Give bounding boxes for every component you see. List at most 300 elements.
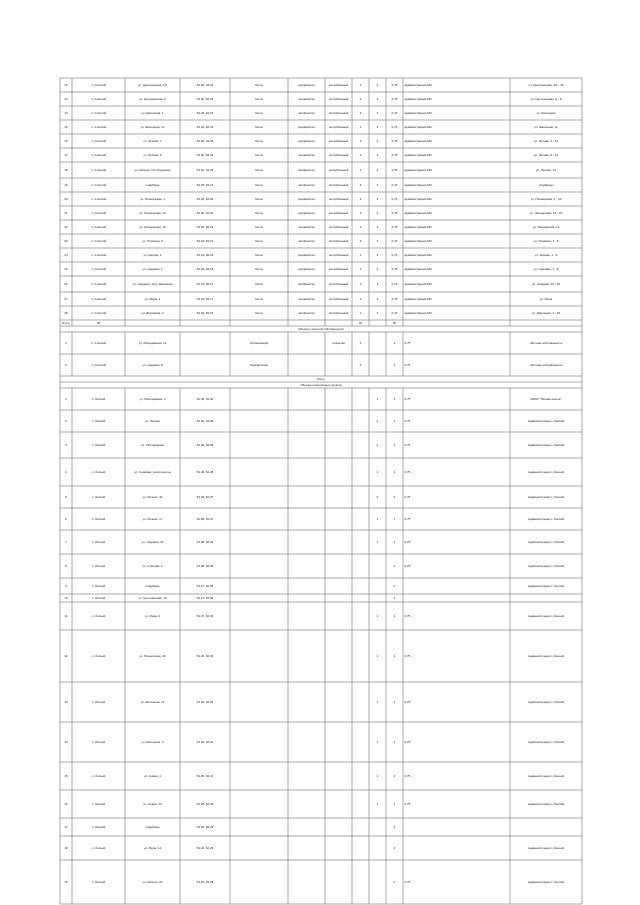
table-cell: администрация МО (404, 182, 432, 187)
table-cell: бетон (255, 210, 263, 215)
table-cell: 54.28, 62.35 (196, 563, 214, 568)
table-cell: 0,75 (404, 653, 411, 658)
table-cell: бетон (255, 110, 263, 115)
table-cell: п. Степной (90, 224, 107, 229)
table-cell: 2 (359, 238, 362, 243)
table-cell: 0,75 (391, 110, 398, 115)
table-cell: п. Степной (90, 281, 107, 286)
table-cell: 24 (64, 252, 68, 257)
table-cell: администрация МО (404, 167, 432, 172)
table-cell: 3 (376, 224, 379, 229)
table-cell: ул. Кирова, 1 - 6 (534, 252, 558, 257)
table-cell: 1 (376, 773, 379, 778)
table-cell: кладбище (538, 182, 554, 187)
table-cell: ул. Пионерская, 20 (139, 653, 166, 658)
table-cell: профнастил (297, 210, 316, 215)
table-cell: п. Степной (90, 96, 107, 101)
table-cell: профнастил (297, 96, 316, 101)
table-cell: ул. Центральная, 5 (139, 96, 166, 101)
table-cell: 2 (393, 494, 396, 499)
table-cell: профнастил (297, 82, 316, 87)
table-cell: ул. Молодёжная (141, 442, 164, 447)
table-cell: ул. Лесная, 6 (143, 152, 162, 157)
table-cell: п. Степной (90, 110, 107, 115)
table-cell: 0,75 (391, 238, 398, 243)
table-cell: 0,75 (391, 138, 398, 143)
table-cell: п. Лесной (91, 699, 106, 704)
table-cell: 2 (359, 281, 362, 286)
table-cell: 54.26, 62.23 (196, 124, 214, 129)
table-cell: профнастил (297, 152, 316, 157)
table-cell: 1 (359, 296, 362, 301)
table-cell: 54.24, 62.19 (196, 238, 214, 243)
table-cell: администрация МО (404, 110, 432, 115)
table-cell: 28 (96, 320, 101, 325)
table-cell: 1 (65, 340, 67, 345)
table-cell: 11 (64, 613, 68, 618)
table-cell: профнастил (297, 266, 316, 271)
table-cell: ул. Лесная, 1 (143, 138, 162, 143)
table-cell: 2 (359, 138, 362, 143)
table-cell: бетон (255, 152, 263, 157)
table-cell: ул. Садовая, 26 (141, 539, 164, 544)
table-cell: 4 (359, 182, 362, 187)
table-cell: бетон (255, 266, 263, 271)
table-cell: 17 (64, 824, 68, 829)
table-cell: п. Степной (90, 238, 107, 243)
table-cell: 3 (376, 96, 379, 101)
table-cell: ул. Пионерская, 19 (139, 224, 166, 229)
table-cell: 19 (64, 182, 68, 187)
table-cell: 26 (64, 281, 68, 286)
table-cell: 54.25, 62.20 (196, 210, 214, 215)
table-cell: п. Степной (90, 340, 107, 345)
table-cell: 2 (393, 563, 396, 568)
table-cell: 54.25, 62.21 (196, 182, 214, 187)
table-cell: Администрация п. Лесной (527, 739, 565, 744)
table-cell: 3 (376, 238, 379, 243)
table-cell: заглубленный (328, 210, 349, 215)
table-cell: заглубленный (328, 266, 349, 271)
table-cell: 54.25, 62.19 (196, 224, 214, 229)
table-cell: Администрация п. Лесной (527, 773, 565, 778)
table-cell: администрация МО (404, 152, 432, 157)
table-cell: 54.26, 62.25 (196, 96, 214, 101)
table-cell: 2 (65, 418, 67, 423)
table-cell: 3 (376, 110, 379, 115)
table-cell: 13 (64, 96, 68, 101)
table-cell: 0,75 (391, 296, 398, 301)
table-cell: 2 (393, 442, 396, 447)
table-cell: 21 (64, 210, 68, 215)
table-cell: профнастил (297, 252, 316, 257)
table-cell: 1 (376, 396, 379, 401)
table-cell: 0,75 (404, 442, 411, 447)
table-cell: 54.29, 62.38 (196, 442, 214, 447)
table-cell: п. Лесной (91, 739, 106, 744)
table-cell: Администрация п. Лесной (527, 699, 565, 704)
table-cell: заглубленный (328, 252, 349, 257)
table-cell: 0,75 (404, 396, 411, 401)
table-cell: ул. Речная, 17 (142, 516, 163, 521)
table-cell: п. Лесной (91, 653, 106, 658)
table-cell: профнастил (297, 110, 316, 115)
table-cell: 3 (376, 310, 379, 315)
table-cell: 3 (376, 182, 379, 187)
table-cell: 15 (64, 773, 68, 778)
table-cell: 16 (64, 801, 68, 806)
table-cell: п. Лесной (91, 396, 106, 401)
table-cell: 0,75 (391, 310, 398, 315)
table-cell: бетон (255, 224, 263, 229)
table-cell: 0,75 (391, 167, 398, 172)
table-cell: 2 (359, 210, 362, 215)
table-cell: ул. Дорожная, 1 - 10 (531, 310, 561, 315)
table-cell: ул. Мира, 1 (144, 296, 161, 301)
table-cell: 1 (376, 539, 379, 544)
table-cell: Администрация п. Лесной (527, 653, 565, 658)
table-cell: бетон (255, 296, 263, 301)
table-cell: 0,75 (404, 563, 411, 568)
table-cell: Администрация п. Лесной (527, 539, 565, 544)
table-cell: ул. Школьная, 1 (141, 110, 164, 115)
table-cell: 6 (65, 516, 67, 521)
table-cell: п. Степной (90, 210, 107, 215)
table-cell: 54.29, 62.37 (196, 494, 214, 499)
table-cell: 54.25, 62.20 (196, 196, 214, 201)
table-cell: 1 (393, 653, 396, 658)
table-cell: 54.27, 62.35 (196, 583, 214, 588)
table-cell: бетон (255, 196, 263, 201)
table-cell: п. Лесной (91, 845, 106, 850)
table-cell: 1 (376, 613, 379, 618)
table-cell: ул. Лесная, 20 (142, 879, 163, 884)
table-cell: 3 (65, 442, 67, 447)
table-cell: заглубленный (328, 224, 349, 229)
table-cell: администрация МО (404, 196, 432, 201)
table-cell: 3 (376, 152, 379, 157)
table-cell: бетон (255, 182, 263, 187)
table-cell: 0,75 (404, 494, 411, 499)
table-cell: ул. Лесная, 6 - 14 (533, 152, 559, 157)
table-cell: 8 (65, 563, 67, 568)
table-cell: 54.26, 62.32 (196, 699, 214, 704)
table-cell: 0,75 (404, 699, 411, 704)
table-cell: 3 (376, 296, 379, 301)
table-cell: 18 (64, 167, 68, 172)
table-cell: п. Степной (90, 152, 107, 157)
table-cell: заглубленный (328, 296, 349, 301)
table-cell: заглубленный (328, 152, 349, 157)
table-cell: 54.30, 62.39 (196, 418, 214, 423)
table-cell: 3 (376, 167, 379, 172)
table-cell: 3 (393, 396, 396, 401)
table-cell: ул. Центральная, 2/1 - 15 (528, 82, 564, 87)
table-cell: администрация МО (404, 310, 432, 315)
table-cell: администрация МО (404, 281, 432, 286)
table-cell: 0,75 (391, 266, 398, 271)
table-cell: ул. Садовая, 10 (у магазина) (132, 281, 173, 286)
table-cell: ул. Пионерская, 12 (139, 210, 166, 215)
table-cell: 54.24, 62.29 (196, 845, 214, 850)
table-cell: 1 (393, 516, 396, 521)
table-cell: ул. Центральная, 10 (138, 595, 167, 600)
table-cell: ул. Новая, 10 (143, 801, 162, 806)
table-cell: п. Лесной (91, 469, 106, 474)
table-cell: 54.28, 62.36 (196, 539, 214, 544)
table-cell: ул. Пушкина, 6 (142, 238, 163, 243)
table-cell: 54.27, 62.34 (196, 595, 214, 600)
table-cell: 1 (376, 418, 379, 423)
table-cell: 54.25, 62.30 (196, 801, 214, 806)
table-cell: 1 (393, 469, 396, 474)
table-cell: бетон (255, 82, 263, 87)
table-cell: бетон (255, 124, 263, 129)
table-cell: 0,75 (404, 340, 411, 345)
table-cell: ул. Школьная, 11 (534, 124, 558, 129)
table-cell: 2 (65, 362, 67, 367)
table-cell: 0,75 (391, 281, 398, 286)
table-cell: п. Лесной (91, 595, 106, 600)
table-cell: п. Лесной (91, 516, 106, 521)
table-cell: 1 (393, 539, 396, 544)
table-cell: заглубленный (328, 281, 349, 286)
table-cell: п. Лесной (91, 773, 106, 778)
table-cell: администрация МО (404, 266, 432, 271)
table-cell: 54.24, 62.28 (196, 879, 214, 884)
table-cell: 1 (376, 469, 379, 474)
table-cell: Администрация п. Лесной (527, 469, 565, 474)
table-cell: п. Лесной (91, 613, 106, 618)
table-cell: 17 (64, 152, 68, 157)
table-cell: 0,75 (404, 362, 411, 367)
table-cell: 54.26, 62.22 (196, 167, 214, 172)
table-cell: 3 (359, 110, 362, 115)
table-cell: 3 (393, 418, 396, 423)
table-cell: ул. Степная, 2 (142, 563, 163, 568)
table-cell: бетон (255, 281, 263, 286)
table-cell: бетон (255, 238, 263, 243)
table-cell: п. Степной (90, 82, 107, 87)
table-cell: 54.26, 62.24 (196, 110, 214, 115)
table-cell: Предприятие (249, 362, 269, 367)
table-cell: 13 (64, 699, 68, 704)
table-cell: администрация МО (404, 124, 432, 129)
table-cell: 3 (376, 281, 379, 286)
table-cell: 1 (359, 167, 362, 172)
table-cell: Администрация п. Лесной (527, 494, 565, 499)
table-cell: Администрация п. Лесной (527, 801, 565, 806)
table-cell: п. Степной (90, 138, 107, 143)
table-cell: заглубленный (328, 138, 349, 143)
table-cell: п. Лесной (91, 442, 106, 447)
table-cell: бетон (255, 252, 263, 257)
table-cell: Администрация п. Лесной (527, 879, 565, 884)
table-cell: 28 (64, 310, 68, 315)
table-cell: администрация МО (404, 224, 432, 229)
table-cell: 25 (64, 266, 68, 271)
section-label: Объекты населённых пунктов (300, 382, 342, 387)
table-cell: администрация МО (404, 210, 432, 215)
table-cell: профнастил (297, 296, 316, 301)
table-cell: 0,75 (391, 210, 398, 215)
table-cell: 1 (359, 124, 362, 129)
table-cell: Администрация п. Лесной (527, 845, 565, 850)
table-cell: ул. Мира (539, 296, 553, 301)
table-cell: 0,75 (404, 516, 411, 521)
table-cell: 4 (359, 362, 362, 367)
table-cell: ул. Мира, 2 (144, 613, 161, 618)
table-cell: Администрация п. Лесной (527, 583, 565, 588)
table-cell: 1 (393, 699, 396, 704)
table-cell: ул. Школьная (536, 110, 556, 115)
table-cell: 54.26, 62.31 (196, 739, 214, 744)
table-cell: профнастил (297, 238, 316, 243)
table-cell: 3 (376, 138, 379, 143)
table-cell: 1 (359, 252, 362, 257)
table-cell: ул. Лесная (145, 418, 160, 423)
table-cell: ул. Лесная, 1 - 12 (533, 138, 559, 143)
table-cell: п. Лесной (91, 801, 106, 806)
table-cell: ул. Пионерская, 1 (140, 196, 165, 201)
table-cell: 2 (393, 879, 396, 884)
table-cell: 54.23, 62.16 (196, 310, 214, 315)
table-cell: заглубленный (328, 110, 349, 115)
table-cell: 0,75 (404, 418, 411, 423)
table-cell: 54.27, 62.33 (196, 613, 214, 618)
table-cell: 0,75 (391, 252, 398, 257)
table-cell: ул. Школьная, 3 (141, 739, 164, 744)
table-cell: п. Лесной (91, 824, 106, 829)
table-cell: 1 (359, 82, 362, 87)
table-cell: профнастил (297, 138, 316, 143)
table-cell: ул. Мира, 14 (143, 845, 162, 850)
table-cell: 0,75 (391, 124, 398, 129)
table-cell: 5 (65, 494, 67, 499)
table-cell: 54.26, 62.23 (196, 138, 214, 143)
table-cell: 4 (65, 469, 67, 474)
table-cell: 0,75 (391, 182, 398, 187)
table-cell: 1 (359, 224, 362, 229)
table-cell: заглубленный (328, 196, 349, 201)
table-cell: 54.30, 62.40 (196, 396, 214, 401)
table-cell: п. Степной (90, 196, 107, 201)
table-cell: 1 (376, 516, 379, 521)
table-cell: п. Степной (90, 167, 107, 172)
table-cell: администрация МО (404, 82, 432, 87)
table-cell: п. Степной (90, 252, 107, 257)
table-cell: бетон (255, 167, 263, 172)
table-cell: 18 (64, 845, 68, 850)
table-cell: 0,75 (391, 152, 398, 157)
table-cell: 2 (393, 773, 396, 778)
table-cell: профнастил (297, 310, 316, 315)
table-cell: МКОУ "Лесная школа" (530, 396, 562, 401)
table-cell: 1 (359, 266, 362, 271)
table-cell: 0,75 (404, 469, 411, 474)
table-cell: 2 (359, 96, 362, 101)
table-cell: профнастил (297, 196, 316, 201)
table-cell: заглубленный (328, 182, 349, 187)
table-cell: 54.25, 62.29 (196, 824, 214, 829)
table-cell: Частная собственность (529, 362, 563, 367)
table-cell: ул. Школьная, 11 (140, 124, 165, 129)
table-cell: п. Лесной (91, 418, 106, 423)
table-cell: ул. Молодёжная, 12 (138, 340, 167, 345)
table-cell: администрация МО (404, 96, 432, 101)
table-cell: ул. Садовая, 8 (142, 362, 163, 367)
table-cell: администрация МО (404, 252, 432, 257)
table-cell: Администрация п. Лесной (527, 563, 565, 568)
table-cell: ул. Пионерская, 19 (532, 224, 560, 229)
table-cell: 54.26, 62.33 (196, 653, 214, 658)
table-cell: Администрация п. Лесной (527, 516, 565, 521)
table-cell: 2 (393, 340, 396, 345)
table-cell: п. Степной (90, 310, 107, 315)
table-cell: 2 (393, 362, 396, 367)
table-cell: 4 (393, 595, 396, 600)
table-cell: бетон (255, 138, 263, 143)
table-cell: 34 (358, 320, 363, 325)
table-cell: 3 (359, 196, 362, 201)
table-cell: кладбище (145, 824, 160, 829)
table-cell: ул. Кирова, 1 (143, 252, 162, 257)
table-cell: 3 (376, 266, 379, 271)
table-cell: ул. Центральная, 2/1 (137, 82, 168, 87)
table-cell: 54.25, 62.31 (196, 773, 214, 778)
table-cell: 0,75 (391, 224, 398, 229)
table-cell: 22 (64, 224, 68, 229)
table-cell: 19 (64, 879, 68, 884)
table-cell: профнастил (297, 224, 316, 229)
table-cell: ул. Садовая, 10 - 20 (532, 281, 560, 286)
table-cell: 1 (376, 699, 379, 704)
table-cell: 3 (376, 124, 379, 129)
table-cell: 54.23, 62.17 (196, 296, 214, 301)
table-cell: 3 (376, 196, 379, 201)
table-cell: Администрация п. Лесной (527, 442, 565, 447)
table-cell: заглубленный (328, 96, 349, 101)
table-cell: 9 (65, 583, 67, 588)
table-cell: 10 (64, 595, 68, 600)
table-cell: ул. Лесная, 14 (536, 167, 556, 172)
table-cell: 3 (376, 210, 379, 215)
table-cell: 54.26, 62.22 (196, 152, 214, 157)
table-cell: бетон (255, 96, 263, 101)
table-cell: профнастил (297, 167, 316, 172)
table-cell: 1 (393, 739, 396, 744)
table-cell: 1 (359, 310, 362, 315)
table-cell: 1 (376, 653, 379, 658)
table-cell: 54.24, 62.18 (196, 252, 214, 257)
table-cell: администрация МО (404, 238, 432, 243)
table-cell: 3 (376, 82, 379, 87)
table-cell: 12 (64, 653, 68, 658)
table-cell: ул. Лесная, 14 (за домом) (134, 167, 171, 172)
table-cell: Администрация п. Лесной (527, 613, 565, 618)
table-cell: 0,75 (404, 613, 411, 618)
table-cell: 0,75 (391, 196, 398, 201)
table-cell: 2 (393, 583, 396, 588)
table-cell: 0,75 (391, 96, 398, 101)
table-cell: п. Лесной (91, 879, 106, 884)
table-cell: бетон (255, 310, 263, 315)
table-cell: 15 (64, 124, 68, 129)
table-cell: 0,75 (404, 801, 411, 806)
table-cell: открытая (332, 340, 345, 345)
table-cell: профнастил (297, 281, 316, 286)
table-cell: п. Степной (90, 296, 107, 301)
